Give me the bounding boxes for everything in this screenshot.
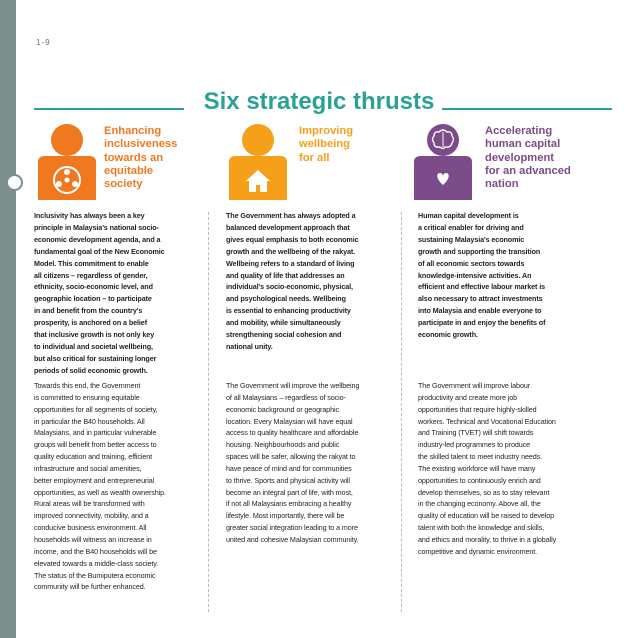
body-line: opportunities, as well as wealth ownership. bbox=[34, 487, 166, 497]
lead-line: periods of solid economic growth. bbox=[34, 365, 148, 375]
body-paragraph bbox=[34, 380, 166, 593]
thrust-heading-human-capital: Accelerating human capital development for an advanced nation bbox=[485, 125, 571, 191]
body-line: better employment and entrepreneurial bbox=[34, 475, 155, 485]
body-line: productivity and create more job bbox=[418, 392, 518, 402]
lead-line: balanced development approach that bbox=[226, 222, 350, 232]
body-line: opportunities to continuously enrich and bbox=[418, 475, 541, 485]
body-line: quality of education will be raised to develop bbox=[418, 511, 555, 521]
body-line: industry-led programmes to produce bbox=[418, 440, 531, 450]
lead-line: participate in and enjoy the benefits of bbox=[418, 318, 546, 328]
body-line: improved connectivity, mobility, and a bbox=[34, 511, 149, 521]
body-line: in particular the B40 households. All bbox=[34, 416, 145, 426]
lead-line: sustaining Malaysia's economic bbox=[418, 234, 525, 244]
brain-heart-icon bbox=[412, 122, 474, 200]
body-line: income, and the B40 households will be bbox=[34, 546, 157, 556]
lead-line: Human capital development is bbox=[418, 211, 519, 220]
lead-line: and mobility, while simultaneously bbox=[226, 318, 341, 328]
lead-line: is essential to enhancing productivity bbox=[226, 306, 351, 316]
body-line: is committed to ensuring equitable bbox=[34, 392, 140, 402]
body-line: The Government will improve the wellbeing bbox=[226, 381, 360, 390]
lead-paragraph bbox=[418, 210, 545, 341]
page-title: Six strategic thrusts bbox=[203, 88, 435, 115]
body-line: opportunities that require highly-skilled bbox=[418, 404, 537, 414]
column-divider bbox=[401, 212, 402, 612]
lead-line: Inclusivity has always been a key bbox=[34, 211, 145, 220]
body-line: conducive business environment. All bbox=[34, 523, 147, 533]
body-line: Towards this end, the Government bbox=[34, 381, 141, 390]
body-line: quality education and training, efficient bbox=[34, 452, 153, 462]
body-line: The Government will improve labour bbox=[418, 381, 531, 390]
body-line: become an integral part of life, with most, bbox=[226, 487, 353, 497]
body-line: infrastructure and social amenities, bbox=[34, 463, 142, 473]
lead-line: that inclusive growth is not only key bbox=[34, 330, 155, 340]
body-line: economic background or geographic bbox=[226, 404, 339, 414]
body-line: groups will benefit from better access to bbox=[34, 440, 157, 450]
column-divider bbox=[208, 212, 209, 612]
lead-line: economic development agenda, and a bbox=[34, 234, 161, 244]
lead-line: a critical enabler for driving and bbox=[418, 222, 524, 232]
lead-line: strengthening social cohesion and bbox=[226, 330, 342, 340]
body-line: united and cohesive Malaysian community. bbox=[226, 534, 359, 544]
body-line: opportunities for all segments of society, bbox=[34, 404, 158, 414]
lead-line: The Government has always adopted a bbox=[226, 211, 356, 220]
lead-line: gives equal emphasis to both economic bbox=[226, 234, 359, 244]
body-line: and Training (TVET) will shift towards bbox=[418, 428, 534, 438]
house-icon bbox=[227, 122, 289, 200]
lead-line: individual's socio-economic, physical, bbox=[226, 282, 353, 292]
lead-line: growth and the wellbeing of the rakyat. bbox=[226, 246, 356, 256]
body-line: households will witness an increase in bbox=[34, 534, 152, 544]
body-line: have peace of mind and for communities bbox=[226, 463, 352, 473]
body-line: community will be further enhanced. bbox=[34, 582, 146, 592]
body-line: Rural areas will be transformed with bbox=[34, 499, 145, 509]
lead-line: efficient and effective labour market is bbox=[418, 282, 546, 292]
lead-line: Wellbeing refers to a standard of living bbox=[226, 258, 355, 268]
lead-paragraph bbox=[34, 210, 165, 377]
body-line: in the changing economy. Above all, the bbox=[418, 499, 541, 509]
lead-line: growth and supporting the transition bbox=[418, 246, 541, 256]
lead-line: and psychological needs. Wellbeing bbox=[226, 294, 346, 304]
body-paragraph bbox=[418, 380, 556, 558]
lead-line: also necessary to attract investments bbox=[418, 294, 543, 304]
thrust-heading-inclusiveness: Enhancing inclusiveness towards an equitable society bbox=[104, 125, 178, 191]
body-line: talent with both the knowledge and skills, bbox=[418, 523, 545, 533]
lead-line: prosperity, is anchored on a belief bbox=[34, 318, 147, 328]
body-line: The status of the Bumiputera economic bbox=[34, 570, 156, 580]
lead-line: principle in Malaysia's national socio- bbox=[34, 222, 159, 232]
lead-line: and quality of life that addresses an bbox=[226, 270, 345, 280]
body-line: the skilled talent to meet industry needs. bbox=[418, 452, 543, 462]
title-rule-right bbox=[442, 108, 612, 110]
lead-line: of all economic sectors towards bbox=[418, 258, 525, 268]
lead-line: but also critical for sustaining longer bbox=[34, 353, 157, 363]
lead-line: knowledge-intensive activities. An bbox=[418, 270, 532, 280]
body-line: of all Malaysians – regardless of socio- bbox=[226, 392, 346, 402]
lead-line: ethnicity, socio-economic level, and bbox=[34, 282, 153, 292]
body-line: housing. Neighbourhoods and public bbox=[226, 440, 340, 450]
margin-ring-marker bbox=[6, 174, 23, 191]
body-line: greater social integration leading to a more bbox=[226, 523, 358, 533]
lead-line: to individual and societal wellbeing, bbox=[34, 341, 153, 351]
body-line: spaces will be safer, allowing the rakyat to bbox=[226, 452, 356, 462]
body-line: Malaysians, and in particular vulnerable bbox=[34, 428, 157, 438]
body-line: and ethics and morality, to thrive in a globally bbox=[418, 534, 557, 544]
lead-line: geographic location – to participate bbox=[34, 294, 152, 304]
body-line: if not all Malaysians embracing a healthy bbox=[226, 499, 352, 509]
body-line: The existing workforce will have many bbox=[418, 463, 536, 473]
lead-line: economic growth. bbox=[418, 330, 478, 340]
lead-line: all citizens – regardless of gender, bbox=[34, 270, 148, 280]
body-line: lifestyle. Most importantly, there will be bbox=[226, 511, 345, 521]
body-line: location. Every Malaysian will have equal bbox=[226, 416, 353, 426]
body-line: workers. Technical and Vocational Education bbox=[418, 416, 556, 426]
thrust-heading-wellbeing: Improving wellbeing for all bbox=[299, 125, 354, 164]
lead-line: fundamental goal of the New Economic bbox=[34, 246, 165, 256]
body-line: develop themselves, so as to stay relevant bbox=[418, 487, 550, 497]
page-number: 1-9 bbox=[36, 38, 51, 47]
body-paragraph bbox=[226, 380, 359, 546]
lead-paragraph bbox=[226, 210, 359, 353]
body-line: access to quality healthcare and affordable bbox=[226, 428, 359, 438]
people-circle-icon bbox=[36, 122, 98, 200]
body-line: competitive and dynamic environment. bbox=[418, 546, 538, 556]
lead-line: Model. This commitment to enable bbox=[34, 258, 149, 268]
body-line: elevated towards a middle-class society. bbox=[34, 558, 159, 568]
lead-line: into Malaysia and enable everyone to bbox=[418, 306, 542, 316]
body-line: to thrive. Sports and physical activity will bbox=[226, 475, 350, 485]
lead-line: in and benefit from the country's bbox=[34, 306, 143, 316]
lead-line: national unity. bbox=[226, 341, 273, 351]
